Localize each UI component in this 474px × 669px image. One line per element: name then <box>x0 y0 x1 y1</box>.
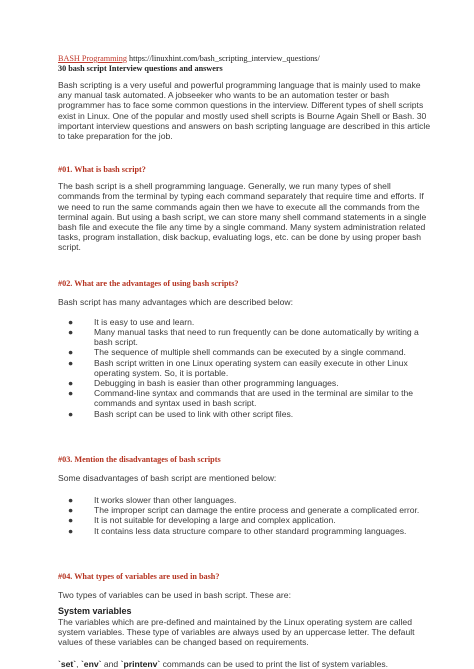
source-line <box>58 54 432 64</box>
bullet-list <box>58 317 432 419</box>
section-q4 <box>58 572 432 669</box>
list-item: ● Bash script written in one Linux operating system can easily execute in other Linux operating system. So, it is portable. <box>68 357 408 378</box>
list-item: ● The improper script can damage the entire process and generate a complicated error. <box>68 505 420 516</box>
bullet-list <box>58 495 432 536</box>
list-item: ● Bash script can be used to link with other script files. <box>68 408 294 419</box>
list-item: ● It works slower than other languages. <box>68 495 237 506</box>
document-title: 30 bash script Interview questions and answers <box>58 64 223 73</box>
command-set: `set` <box>58 659 77 669</box>
list-item: ● The sequence of multiple shell commands can be executed by a single command. <box>68 347 406 358</box>
section-body: Some disadvantages of bash script are mentioned below: <box>58 472 277 483</box>
section-body: The bash script is a shell programming language. Generally, we run many types of shell commands from the terminal by typing each command separately that require time and efforts. If we need to run the same commands again then we have to execute all the commands from the terminal again. But using a bash script, we can store many shell command statements in a single bash file and execute the file any time by a single command. Many system administration related tasks, program installation, disk backup, evaluating logs, etc. can be done by using proper bash script. <box>58 181 427 253</box>
section-body: Two types of variables can be used in bash script. These are: <box>58 589 291 600</box>
section-body: Bash script has many advantages which are described below: <box>58 296 294 307</box>
command-env: `env` <box>80 659 102 669</box>
list-item: ● It contains less data structure compare to other standard programming languages. <box>68 525 407 536</box>
section-q3 <box>58 455 432 536</box>
list-item: ● Many manual tasks that need to run frequently can be done automatically by writing a bash script. <box>68 327 419 348</box>
subheading: System variables <box>58 606 132 617</box>
section-q1 <box>58 165 432 252</box>
subsection-body: The variables which are pre-defined and maintained by the Linux operating system are called system variables. These type of variables are always used by an uppercase letter. The default values of these variables can be changed based on requirements. <box>58 616 415 647</box>
list-item: ● Debugging in bash is easier than other programming languages. <box>68 378 339 389</box>
section-heading: #01. What is bash script? <box>58 165 146 175</box>
list-item: ● Command-line syntax and commands that are used in the terminal are similar to the commands and syntax used in bash script. <box>68 388 414 409</box>
section-heading: #02. What are the advantages of using bash scripts? <box>58 278 239 288</box>
commands-line: `set`, `env` and `printenv` commands can be used to print the list of system variables. <box>58 659 389 669</box>
intro-paragraph: Bash scripting is a very useful and powerful programming language that is mainly used to make any manual task automated. A jobseeker who wants to be an automation tester or bash programmer has to face some common questions in the interview. Different types of shell scripts exist in Linux. One of the popular and mostly used shell scripts is Bourne Again Shell or Bash. 30 important interview questions and answers on bash scripting language are described in this article to take preparation for the job. <box>58 80 431 142</box>
section-q2 <box>58 279 432 419</box>
command-printenv: `printenv` <box>120 659 161 669</box>
section-heading: #03. Mention the disadvantages of bash scripts <box>58 454 221 464</box>
intro-section <box>58 80 432 141</box>
source-url: https://linuxhint.com/bash_scripting_interview_questions/ <box>128 54 320 63</box>
source-link[interactable]: BASH Programming <box>58 54 127 63</box>
section-heading: #04. What types of variables are used in bash? <box>58 571 220 581</box>
list-item: ● It is easy to use and learn. <box>68 316 195 327</box>
list-item: ● It is not suitable for developing a large and complex application. <box>68 515 336 526</box>
